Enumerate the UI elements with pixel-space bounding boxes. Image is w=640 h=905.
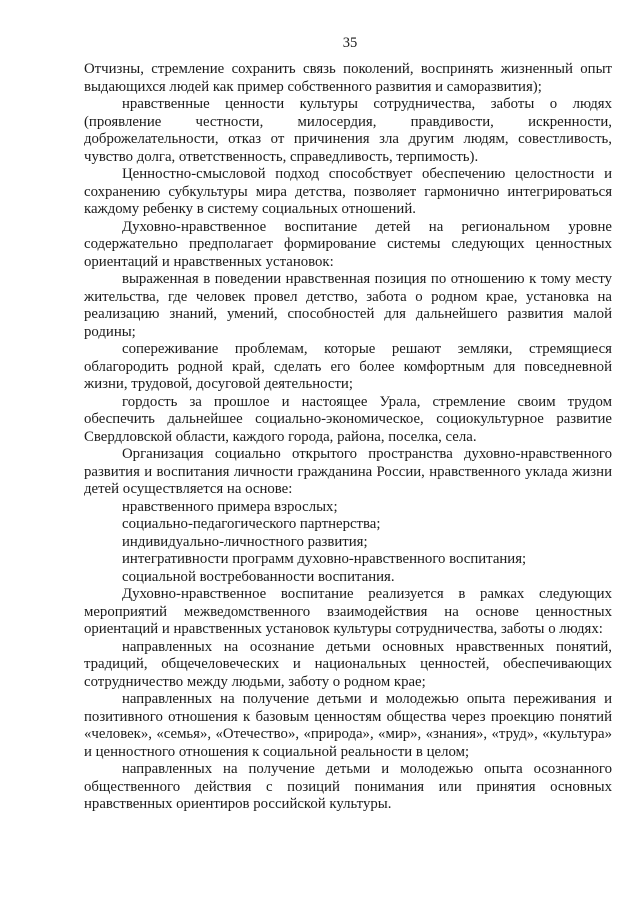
paragraph: направленных на получение детьми и молодежью опыта осознанного общественного действия с позиций понимания или принятия основных нравственных ориентиров российской культуры. <box>84 761 612 812</box>
paragraph: Ценностно-смысловой подход способствует обеспечению целостности и сохранению субкультуры мира детства, позволяет гармонично интегрироваться каждому ребенку в систему социальных отношений. <box>84 166 612 217</box>
paragraph: Духовно-нравственное воспитание реализуется в рамках следующих мероприятий межведомственного взаимодействия на основе ценностных ориентаций и нравственных установок культуры сотрудничества, заботы о людях: <box>84 586 612 637</box>
list-item: нравственного примера взрослых; <box>122 498 338 515</box>
list-item: интегративности программ духовно-нравственного воспитания; <box>122 551 527 567</box>
paragraph: направленных на получение детьми и молодежью опыта переживания и позитивного отношения к базовым ценностям общества через проекцию понятий «человек», «семья», «Отечество», «природа», «мир», «знания», «труд», «культура» и ценностного отношения к социальной реальности в целом; <box>84 691 612 760</box>
page-number: 35 <box>342 35 358 51</box>
paragraph: Духовно-нравственное воспитание детей на региональном уровне содержательно предполагает формирование системы следующих ценностных ориентаций и нравственных установок: <box>84 218 612 270</box>
paragraph: гордость за прошлое и настоящее Урала, стремление своим трудом обеспечить дальнейшее социально-экономическое, социокультурное развитие Свердловской области, каждого города, района, поселка, села. <box>84 393 612 445</box>
list-item: индивидуально-личностного развития; <box>122 533 368 550</box>
paragraph: Организация социально открытого пространства духовно-нравственного развития и воспитания личности гражданина России, нравственного уклада жизни детей осуществляется на основе: <box>84 446 612 497</box>
paragraph: сопереживание проблемам, которые решают земляки, стремящиеся облагородить родной край, сделать его более комфортным для повседневной жизни, трудовой, досуговой деятельности; <box>84 341 612 392</box>
paragraph: нравственные ценности культуры сотрудничества, заботы о людях (проявление честности, милосердия, правдивости, искренности, доброжелательности, отказ от причинения зла другим людям, совестливость, чувство долга, ответственность, справедливость, терпимость). <box>84 96 612 165</box>
paragraph: направленных на осознание детьми основных нравственных понятий, традиций, общечеловеческих и национальных ценностей, обеспечивающих сотрудничество между людьми, заботу о родном крае; <box>84 638 612 690</box>
list-item: социальной востребованности воспитания. <box>122 568 395 585</box>
paragraph: выраженная в поведении нравственная позиция по отношению к тому месту жительства, где человек провел детство, забота о родном крае, установка на реализацию знаний, умений, способностей для дальнейшего развития малой родины; <box>84 271 612 340</box>
paragraph: Отчизны, стремление сохранить связь поколений, воспринять жизненный опыт выдающихся людей как пример собственного развития и саморазвития); <box>84 61 612 95</box>
list-item: социально-педагогического партнерства; <box>122 516 381 532</box>
